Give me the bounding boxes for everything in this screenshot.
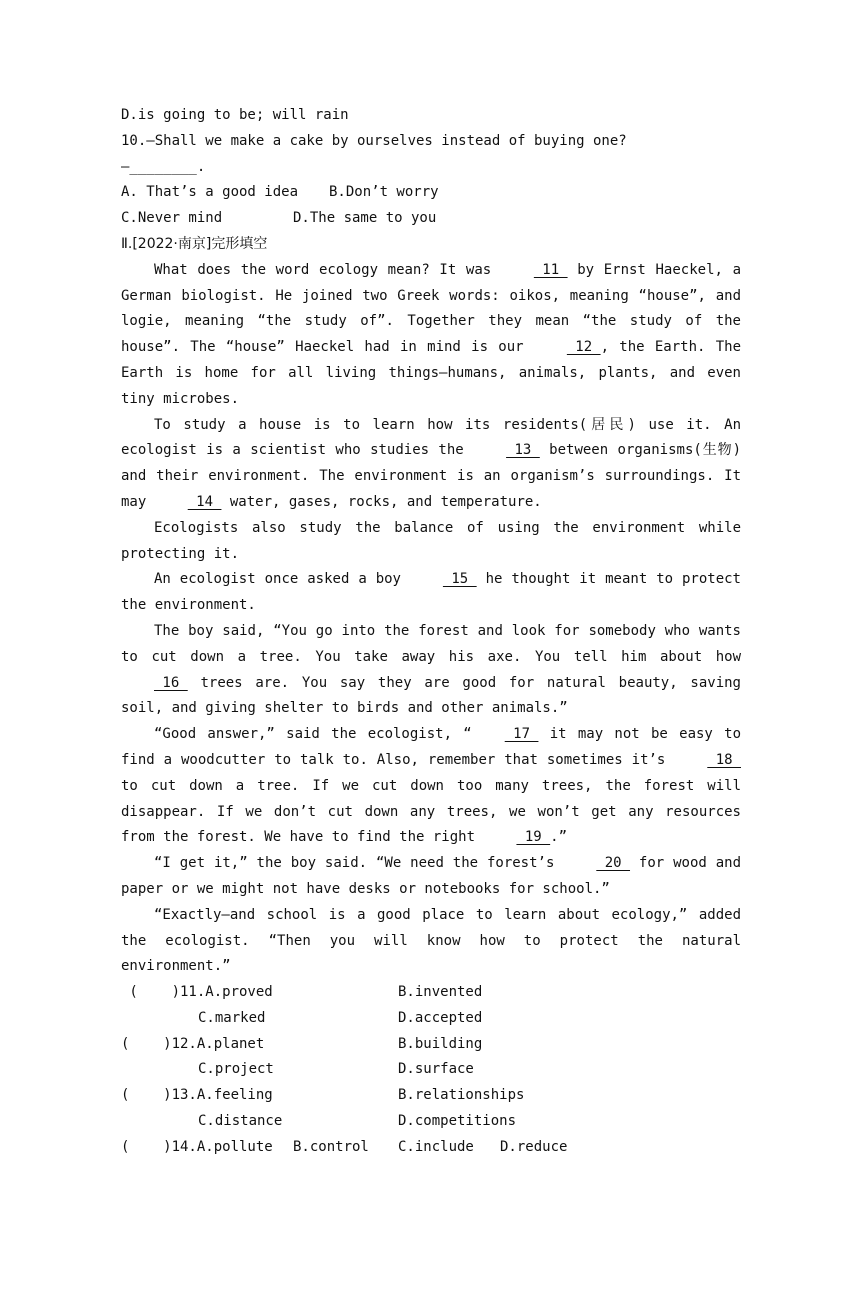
question-11-row-1 [121,980,741,1006]
passage-paragraph-6: “Good answer,” said the ecologist, “ 17 it may not be easy to find a woodcutter to talk to. Also, remember that sometimes it’s 18 to cut down a tree. If we cut down too many trees, the forest will disappear. If we don’t cut down any trees, we won’t get any resources from the forest. We have to find the right 19 .” [121,722,741,851]
passage-paragraph-5: The boy said, “You go into the forest and look for somebody who wants to cut down a tree. You take away his axe. You tell him about how 16 trees are. You say they are good for natural beauty, saving soil, and giving shelter to birds and other animals.” [121,622,741,717]
question-13-b: B.relationships [398,1087,525,1104]
question-13-c: C.distance [198,1113,283,1130]
question-13-row-2 [121,1109,741,1135]
blank-13: 13 [506,442,540,459]
question-11-a: ( )11.A.proved [121,984,273,1001]
question-12-c: C.project [198,1061,274,1078]
q10-option-d: D.The same to you [293,210,437,227]
blank-15: 15 [442,571,477,588]
passage-paragraph-4: An ecologist once asked a boy 15 he thought it meant to protect the environment. [121,567,741,619]
question-12-row-2 [121,1057,741,1083]
passage-paragraph-2: To study a house is to learn how its residents(居民) use it. An ecologist is a scientist who studies the 13 between organisms(生物) and their environment. The environment is an organism’s surroundings. It may 14 water, gases, rocks, and temperature. [121,413,741,516]
question-14-c: C.include [398,1138,474,1155]
passage-paragraph-1: What does the word ecology mean? It was 11 by Ernst Haeckel, a German biologist. He joined two Greek words: oikos, meaning “house”, and logie, meaning “the study of”. Together they mean “the study of the house”. The “house” Haeckel had in mind is our 12 , the Earth. The Earth is home for all living things—humans, animals, plants, and even tiny microbes. [121,258,741,413]
question-12-d: D.surface [398,1061,474,1078]
q10-options-row-1 [121,180,741,206]
q9-option-d: D.is going to be; will rain [121,107,349,123]
question-14-row [121,1135,741,1161]
blank-12: 12 [566,339,601,356]
blank-16: 16 [154,674,188,691]
question-11-c: C.marked [198,1009,266,1026]
question-13-row-1 [121,1083,741,1109]
question-11-d: D.accepted [398,1009,483,1026]
question-14-a: ( )14.A.pollute [121,1138,273,1155]
question-12-b: B.building [398,1035,483,1052]
question-14-b: B.control [293,1138,369,1155]
blank-11: 11 [533,261,568,278]
question-13-a: ( )13.A.feeling [121,1087,273,1104]
q10-options-row-2 [121,206,741,232]
question-11-row-2 [121,1006,741,1032]
q10-stem: 10.—Shall we make a cake by ourselves instead of buying one? [121,132,627,149]
blank-18: 18 [707,751,741,768]
document-content [121,103,741,1161]
passage-paragraph-7: “I get it,” the boy said. “We need the forest’s 20 for wood and paper or we might not have desks or notebooks for school.” [121,851,741,903]
blank-19: 19 [516,829,551,846]
q10-answer-line: —________. [121,158,206,175]
passage-paragraph-3: Ecologists also study the balance of using the environment while protecting it. [121,519,741,562]
q10-option-c: C.Never mind [121,210,223,227]
question-12-a: ( )12.A.planet [121,1035,265,1052]
blank-20: 20 [596,855,631,872]
question-14-d: D.reduce [500,1138,568,1155]
section-title: Ⅱ.[2022·南京]完形填空 [121,235,268,252]
q10-option-b: B.Don’t worry [329,184,439,201]
question-13-d: D.competitions [398,1113,517,1130]
question-12-row-1 [121,1032,741,1058]
q10-option-a: A. That’s a good idea [121,184,299,201]
blank-17: 17 [504,726,539,743]
blank-14: 14 [187,493,222,510]
passage-paragraph-8: “Exactly—and school is a good place to learn about ecology,” added the ecologist. “Then you will know how to protect the natural environment.” [121,906,741,975]
question-11-b: B.invented [398,984,483,1001]
